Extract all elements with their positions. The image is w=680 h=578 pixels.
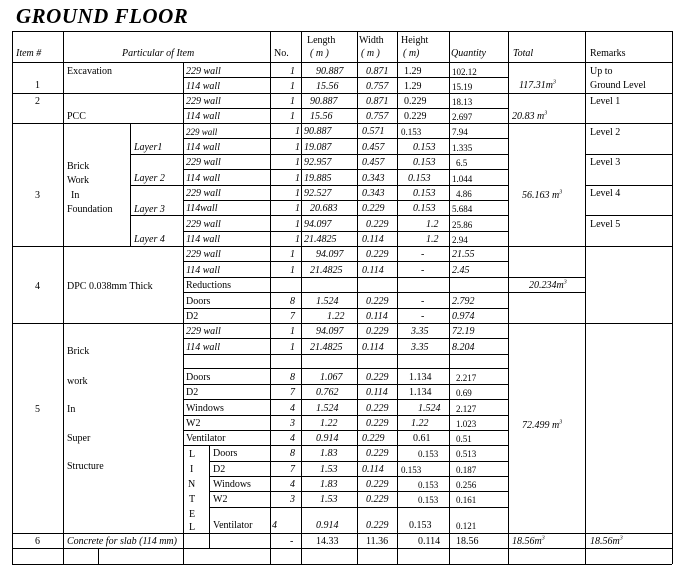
- item5-open-no-4: 3: [290, 418, 295, 429]
- item5-open-no-5: 4: [290, 433, 295, 444]
- item5-open-height-1: 1.134: [409, 372, 432, 383]
- item2-length-1: 90.887: [310, 96, 338, 107]
- item5-open-qty-3: 2.127: [456, 404, 477, 414]
- item3-layer-divider: [130, 154, 508, 155]
- item5-height-2: 3.35: [411, 342, 429, 353]
- item5-length-2: 21.4825: [310, 342, 343, 353]
- item5-lintel-divider: [209, 507, 508, 508]
- item4-width-1: 0.229: [366, 249, 389, 260]
- item5-open-height-2: 1.134: [409, 387, 432, 398]
- item6-total: $18.56m^3$: [512, 535, 545, 547]
- item5-name-5: Structure: [67, 461, 104, 472]
- item3-qty-5: 4.86: [456, 189, 472, 199]
- item5-open-qty-5: 0.51: [456, 434, 472, 444]
- item5-open-desc-1: Doors: [186, 372, 211, 383]
- item5-desc-1: 229 wall: [186, 326, 221, 337]
- item1-no-2: 1: [290, 81, 295, 92]
- item5-open-qty-4: 1.023: [456, 419, 477, 429]
- item4-red-length-2: 1.22: [327, 311, 345, 322]
- header-length-unit: ( m ): [310, 48, 329, 59]
- item3-layer-2: Layer 2: [134, 173, 165, 184]
- header-length: Length: [307, 35, 336, 46]
- lintel-letter-6: L: [189, 522, 196, 533]
- item3-height-4: 0.153: [408, 173, 431, 184]
- header-width: Width: [359, 35, 384, 46]
- header-height: Height: [401, 35, 429, 46]
- item4-bottom: [12, 323, 672, 324]
- item5-open-width-4: 0.229: [366, 418, 389, 429]
- item3-desc-4: 114 wall: [186, 173, 220, 184]
- item5-lintel-width-3: 0.229: [366, 479, 389, 490]
- item5-open-no-2: 7: [290, 387, 295, 398]
- footer-divider: [183, 548, 184, 564]
- col-border-total: [585, 31, 586, 564]
- item3-qty-8: 2.94: [452, 235, 468, 245]
- item5-lintel-desc-4: W2: [213, 494, 228, 505]
- item3-length-3: 92.957: [304, 157, 332, 168]
- item5-lintel-height-5: 0.153: [409, 520, 432, 531]
- item5-open-length-4: 1.22: [320, 418, 338, 429]
- lintel-letter-3: N: [188, 479, 196, 490]
- item3-length-1: 90.887: [304, 126, 332, 137]
- item5-row-divider: [183, 354, 508, 355]
- item5-open-desc-4: W2: [186, 418, 201, 429]
- item3-no-8: 1: [295, 234, 300, 245]
- item4-desc-1: 229 wall: [186, 249, 221, 260]
- item3-desc-1: 229 wall: [186, 127, 218, 137]
- item5-row-divider: [183, 399, 508, 400]
- item3-layer-divider: [130, 215, 508, 216]
- item3-qty-1: 7.94: [452, 127, 468, 137]
- item3-qty-7: 25.86: [452, 220, 473, 230]
- item4-qty-2: 2.45: [452, 265, 470, 276]
- item5-lintel-qty-3: 0.256: [456, 480, 477, 490]
- item5-open-width-5: 0.229: [362, 433, 385, 444]
- item4-row-divider: [183, 277, 585, 278]
- item5-length-1: 94.097: [316, 326, 344, 337]
- item4-row-divider: [183, 308, 508, 309]
- item3-height-8: 1.2: [426, 234, 439, 245]
- item5-row-divider: [183, 368, 508, 369]
- item5-lintel-length-2: 1.53: [320, 464, 338, 475]
- remarks-divider: [585, 154, 672, 155]
- item5-no-2: 1: [290, 342, 295, 353]
- header-bottom-border: [12, 62, 672, 63]
- item2-total: 20.83 $m^3$: [512, 110, 548, 122]
- item5-open-height-3: 1.524: [418, 403, 441, 414]
- col-border-quantity: [508, 31, 509, 564]
- item1-qty-2: 15.19: [452, 82, 473, 92]
- desc-divider: [183, 93, 184, 123]
- item2-no-1: 1: [290, 96, 295, 107]
- item3-name-2: Work: [67, 175, 89, 186]
- item2-remarks: Level 1: [590, 96, 621, 107]
- header-item: Item #: [16, 48, 42, 59]
- item4-red-no-2: 7: [290, 311, 295, 322]
- item3-no-2: 1: [295, 142, 300, 153]
- item2-qty-2: 2.697: [452, 112, 473, 122]
- item5-lintel-width-2: 0.114: [362, 464, 384, 475]
- item3-width-7: 0.229: [366, 219, 389, 230]
- item5-open-no-3: 4: [290, 403, 295, 414]
- item3-height-6: 0.153: [413, 203, 436, 214]
- item4-width-2: 0.114: [362, 265, 384, 276]
- page-title: GROUND FLOOR: [16, 4, 189, 28]
- item3-desc-3: 229 wall: [186, 157, 221, 168]
- footer-bottom-border: [12, 564, 672, 565]
- table-top-border: [12, 31, 672, 32]
- item3-width-1: 0.571: [362, 126, 385, 137]
- item6-name: Concrete for slab (114 mm): [67, 536, 177, 547]
- item5-lintel-divider: [209, 461, 508, 462]
- item3-desc-5: 229 wall: [186, 188, 221, 199]
- item1-remarks-1: Up to: [590, 66, 613, 77]
- item4-height-2: -: [421, 265, 425, 276]
- item5-lintel-length-4: 1.53: [320, 494, 338, 505]
- item5-lintel-desc-5: Ventilator: [213, 520, 253, 531]
- item4-total: $20.234m^3$: [529, 279, 567, 291]
- item5-desc-2: 114 wall: [186, 342, 220, 353]
- item4-red-qty-1: 2.792: [452, 296, 475, 307]
- item1-total: $117.31m^3$: [519, 79, 556, 91]
- item3-no-7: 1: [295, 219, 300, 230]
- item3-layer-4: Layer 4: [134, 234, 165, 245]
- item3-length-7: 94.097: [304, 219, 332, 230]
- item5-lintel-height-3: 0.153: [418, 480, 439, 490]
- item1-height-1: 1.29: [404, 66, 422, 77]
- item5-lintel-qty-4: 0.161: [456, 495, 477, 505]
- item6-qty: 18.56: [456, 536, 479, 547]
- item5-lintel-width-1: 0.229: [366, 448, 389, 459]
- item6-top: [12, 533, 672, 534]
- item2-qty-1: 18.13: [452, 97, 473, 107]
- item5-lintel-length-3: 1.83: [320, 479, 338, 490]
- item3-width-5: 0.343: [362, 188, 385, 199]
- col-border-right: [672, 31, 673, 564]
- item1-width-1: 0.871: [366, 66, 389, 77]
- col-border-length: [357, 31, 358, 564]
- item4-desc-2: 114 wall: [186, 265, 220, 276]
- item3-name-4: Foundation: [67, 204, 113, 215]
- col-border-height: [449, 31, 450, 564]
- item5-height-1: 3.35: [411, 326, 429, 337]
- item5-total: 72.499 $m^3$: [522, 419, 563, 431]
- item5-lintel-no-3: 4: [290, 479, 295, 490]
- item4-red-no-1: 8: [290, 296, 295, 307]
- item4-length-1: 94.097: [316, 249, 344, 260]
- item3-desc-7: 229 wall: [186, 219, 221, 230]
- item3-row-divider: [183, 169, 508, 170]
- item3-width-2: 0.457: [362, 142, 385, 153]
- header-total: Total: [513, 48, 534, 59]
- item5-row-divider: [183, 430, 508, 431]
- item3-length-5: 92.527: [304, 188, 332, 199]
- item3-height-7: 1.2: [426, 219, 439, 230]
- item1-no-1: 1: [290, 66, 295, 77]
- item3-width-3: 0.457: [362, 157, 385, 168]
- lintel-letter-1: L: [189, 449, 196, 460]
- item5-name-4: Super: [67, 433, 91, 444]
- item1-length-1: 90.887: [316, 66, 344, 77]
- item1-width-2: 0.757: [366, 81, 389, 92]
- item5-lintel-width-5: 0.229: [366, 520, 389, 531]
- item2-width-2: 0.757: [366, 111, 389, 122]
- item4-no-2: 1: [290, 265, 295, 276]
- item3-qty-3: 6.5: [456, 158, 468, 168]
- item6-remarks: $18.56m^3$: [590, 535, 623, 547]
- header-quantity: Quantity: [451, 48, 486, 59]
- item3-length-2: 19.087: [304, 142, 332, 153]
- item3-remarks-4: Level 5: [590, 219, 621, 230]
- table-bottom-border: [12, 548, 672, 549]
- col-border-item: [63, 31, 64, 564]
- col-border-width: [397, 31, 398, 564]
- item4-row-divider: [183, 261, 508, 262]
- item4-red-qty-2: 0.974: [452, 311, 475, 322]
- item5-open-qty-2: 0.69: [456, 388, 472, 398]
- item2-bottom: [12, 123, 672, 124]
- item4-red-height-2: -: [421, 311, 425, 322]
- item5-lintel-height-1: 0.153: [418, 449, 439, 459]
- item5-lintel-length-1: 1.83: [320, 448, 338, 459]
- item4-red-width-2: 0.114: [366, 311, 388, 322]
- item2-length-2: 15.56: [310, 111, 333, 122]
- item5-name-1: Brick: [67, 346, 90, 357]
- col-border-particular: [270, 31, 271, 564]
- item3-width-6: 0.229: [362, 203, 385, 214]
- remarks-divider: [585, 185, 672, 186]
- item2-desc-2: 114 wall: [186, 111, 220, 122]
- item3-length-8: 21.4825: [304, 234, 337, 245]
- item3-no-1: 1: [295, 126, 300, 137]
- item2-no-2: 1: [290, 111, 295, 122]
- item1-number: 1: [35, 80, 40, 91]
- item5-open-height-5: 0.61: [413, 433, 431, 444]
- item5-number: 5: [35, 404, 40, 415]
- item1-height-2: 1.29: [404, 81, 422, 92]
- item3-remarks-2: Level 3: [590, 157, 621, 168]
- item5-lintel-height-4: 0.153: [418, 495, 439, 505]
- item4-red-width-1: 0.229: [366, 296, 389, 307]
- item4-row-divider: [183, 292, 585, 293]
- item6-no: -: [290, 536, 294, 547]
- item3-no-6: 1: [295, 203, 300, 214]
- item5-open-qty-1: 2.217: [456, 373, 477, 383]
- col-border-left: [12, 31, 13, 564]
- desc-divider: [183, 246, 184, 323]
- item3-total: 56.163 $m^3$: [522, 189, 563, 201]
- item5-no-1: 1: [290, 326, 295, 337]
- item5-row-divider: [183, 415, 508, 416]
- lintel-letter-5: E: [189, 509, 196, 520]
- item1-name: Excavation: [67, 66, 112, 77]
- item3-row-divider: [183, 231, 508, 232]
- item4-reductions: Reductions: [186, 280, 231, 291]
- lintel-letter-2: I: [190, 464, 194, 475]
- item5-lintel-length-5: 0.914: [316, 520, 339, 531]
- item5-lintel-qty-5: 0.121: [456, 521, 477, 531]
- item2-row-divider: [183, 108, 508, 109]
- item5-name-2: work: [67, 376, 88, 387]
- item3-height-1: 0.153: [401, 127, 422, 137]
- item4-no-1: 1: [290, 249, 295, 260]
- item3-no-5: 1: [295, 188, 300, 199]
- item5-lintel-no-5: 4: [272, 520, 277, 531]
- item4-red-length-1: 1.524: [316, 296, 339, 307]
- item5-lintel-divider: [209, 491, 508, 492]
- item2-desc-1: 229 wall: [186, 96, 221, 107]
- item3-name-3: In: [71, 190, 80, 201]
- item5-qty-2: 8.204: [452, 342, 475, 353]
- item5-qty-1: 72.19: [452, 326, 475, 337]
- item5-row-divider: [183, 445, 508, 446]
- item5-lintel-divider: [209, 476, 508, 477]
- item6-number: 6: [35, 536, 40, 547]
- item5-open-length-3: 1.524: [316, 403, 339, 414]
- item5-open-width-2: 0.114: [366, 387, 388, 398]
- item5-open-width-3: 0.229: [366, 403, 389, 414]
- item3-remarks-1: Level 2: [590, 127, 621, 138]
- item3-layer-3: Layer 3: [134, 204, 165, 215]
- item6-height: 0.114: [418, 536, 441, 547]
- item3-length-4: 19.885: [304, 173, 332, 184]
- item4-qty-1: 21.55: [452, 249, 475, 260]
- item1-bottom: [12, 93, 672, 94]
- item4-red-desc-2: D2: [186, 311, 199, 322]
- item5-row-divider: [183, 338, 508, 339]
- item6-width: 11.36: [366, 536, 389, 547]
- item3-no-3: 1: [295, 157, 300, 168]
- item1-desc-1: 229 wall: [186, 66, 221, 77]
- item5-open-no-1: 8: [290, 372, 295, 383]
- footer-divider: [98, 548, 99, 564]
- item5-width-2: 0.114: [362, 342, 384, 353]
- header-width-unit: ( m ): [361, 48, 380, 59]
- item4-number: 4: [35, 281, 40, 292]
- item4-red-height-1: -: [421, 296, 425, 307]
- item2-name: PCC: [67, 111, 86, 122]
- item5-lintel-width-4: 0.229: [366, 494, 389, 505]
- item3-height-2: 0.153: [413, 142, 436, 153]
- item1-length-2: 15.56: [316, 81, 339, 92]
- item2-width-1: 0.871: [366, 96, 389, 107]
- item2-height-2: 0.229: [404, 111, 427, 122]
- item5-lintel-desc-3: Windows: [213, 479, 251, 490]
- item5-lintel-desc-1: Doors: [213, 448, 238, 459]
- lintel-letter-4: T: [189, 494, 196, 505]
- item5-lintel-desc-2: D2: [213, 464, 226, 475]
- item5-width-1: 0.229: [366, 326, 389, 337]
- item5-open-desc-5: Ventilator: [186, 433, 226, 444]
- remarks-divider: [585, 215, 672, 216]
- item5-open-desc-2: D2: [186, 387, 199, 398]
- item3-desc-2: 114 wall: [186, 142, 220, 153]
- item1-desc-2: 114 wall: [186, 81, 220, 92]
- item3-row-divider: [183, 138, 508, 139]
- item3-qty-4: 1.044: [452, 174, 473, 184]
- desc-divider: [183, 323, 184, 548]
- item3-layer-divider: [130, 185, 508, 186]
- item5-lintel-height-2: 0.153: [401, 465, 422, 475]
- item3-width-8: 0.114: [362, 234, 384, 245]
- col-border-no: [301, 31, 302, 564]
- item5-name-3: In: [67, 404, 76, 415]
- item1-qty-1: 102.12: [452, 67, 477, 77]
- header-no: No.: [274, 48, 289, 59]
- item6-length: 14.33: [316, 536, 339, 547]
- item5-open-length-2: 0.762: [316, 387, 339, 398]
- item4-length-2: 21.4825: [310, 265, 343, 276]
- item4-red-desc-1: Doors: [186, 296, 211, 307]
- item5-lintel-qty-2: 0.187: [456, 465, 477, 475]
- item3-height-3: 0.153: [413, 157, 436, 168]
- item3-no-4: 1: [295, 173, 300, 184]
- item3-qty-6: 5.684: [452, 204, 473, 214]
- item5-open-length-1: 1.067: [320, 372, 343, 383]
- item3-desc-6: 114wall: [186, 203, 218, 214]
- item3-number: 3: [35, 190, 40, 201]
- item3-bottom: [12, 246, 672, 247]
- item3-remarks-3: Level 4: [590, 188, 621, 199]
- item4-name: DPC 0.038mm Thick: [67, 281, 153, 292]
- item3-length-6: 20.683: [310, 203, 338, 214]
- item2-number: 2: [35, 96, 40, 107]
- header-particular: Particular of Item: [122, 48, 195, 59]
- item3-layer-1: Layer1: [134, 142, 163, 153]
- item5-lintel-no-1: 8: [290, 448, 295, 459]
- item5-lintel-no-4: 3: [290, 494, 295, 505]
- item5-open-length-5: 0.914: [316, 433, 339, 444]
- desc-divider: [183, 62, 184, 93]
- item3-width-4: 0.343: [362, 173, 385, 184]
- item3-qty-2: 1.335: [452, 143, 473, 153]
- item5-row-divider: [183, 384, 508, 385]
- item5-lintel-qty-1: 0.513: [456, 449, 477, 459]
- item5-open-height-4: 1.22: [411, 418, 429, 429]
- header-height-unit: ( m): [403, 48, 420, 59]
- item3-row-divider: [183, 200, 508, 201]
- item4-height-1: -: [421, 249, 425, 260]
- header-remarks: Remarks: [590, 48, 626, 59]
- item2-height-1: 0.229: [404, 96, 427, 107]
- item5-open-desc-3: Windows: [186, 403, 224, 414]
- item3-desc-8: 114 wall: [186, 234, 220, 245]
- item3-name-1: Brick: [67, 161, 90, 172]
- item3-height-5: 0.153: [413, 188, 436, 199]
- item5-open-width-1: 0.229: [366, 372, 389, 383]
- item1-remarks-2: Ground Level: [590, 80, 646, 91]
- item5-lintel-no-2: 7: [290, 464, 295, 475]
